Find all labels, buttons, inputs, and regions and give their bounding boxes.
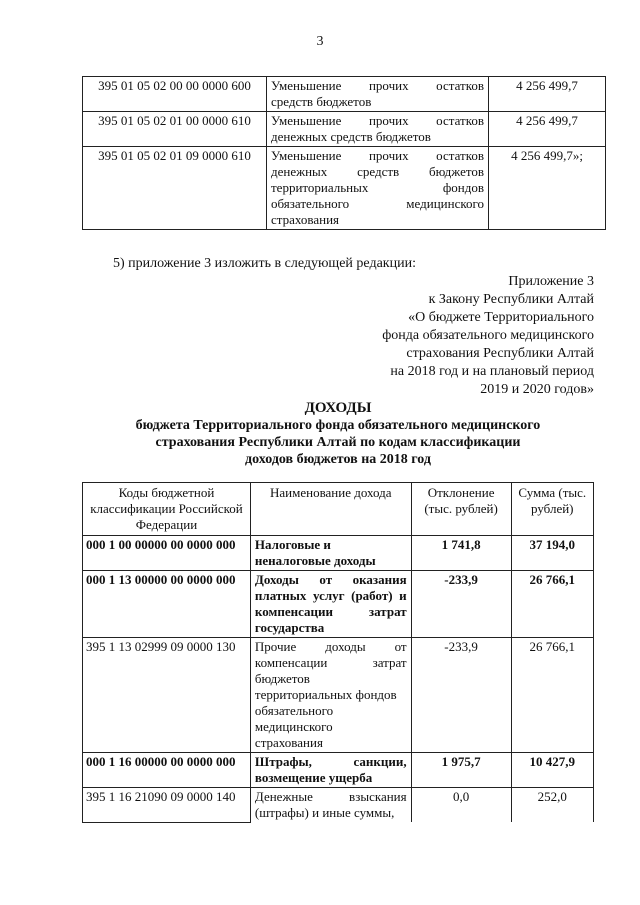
code-cell: 000 1 16 00000 00 0000 000 xyxy=(83,753,251,788)
name-cell xyxy=(250,788,411,823)
deviation-cell: -233,9 xyxy=(411,571,511,638)
name-line: (штрафы) и иные суммы, xyxy=(254,805,395,820)
page-number: 3 xyxy=(316,34,324,49)
header-code: Коды бюджетной классификации Российской Федерации xyxy=(83,483,251,536)
deviation-cell: -233,9 xyxy=(411,638,511,753)
name-line: Прочие доходы от xyxy=(254,639,407,654)
code-cell: 395 01 05 02 01 09 0000 610 xyxy=(83,147,267,230)
name-line: территориальных фондов xyxy=(254,687,397,702)
sum-cell: 252,0 xyxy=(511,788,593,823)
name-line: Налоговые и xyxy=(254,537,331,552)
appendix-line: к Закону Республики Алтай xyxy=(428,292,594,307)
appendix-line: «О бюджете Территориального xyxy=(408,310,594,325)
code-cell: 395 01 05 02 00 00 0000 600 xyxy=(83,77,267,112)
deviation-cell: 0,0 xyxy=(411,788,511,823)
code-cell: 395 01 05 02 01 00 0000 610 xyxy=(83,112,267,147)
table-row xyxy=(83,147,606,230)
name-line: государства xyxy=(254,620,325,635)
code-cell: 395 1 13 02999 09 0000 130 xyxy=(83,638,251,753)
income-table xyxy=(82,482,594,823)
name-cell xyxy=(250,536,411,571)
header-name: Наименование дохода xyxy=(250,483,411,536)
name-line: Денежные взыскания xyxy=(254,789,407,804)
list-item-5: 5) приложение 3 изложить в следующей редакции: xyxy=(113,256,416,271)
name-line: обязательного xyxy=(254,703,334,718)
amount-cell: 4 256 499,7 xyxy=(489,77,606,112)
deviation-cell: 1 741,8 xyxy=(411,536,511,571)
table-row xyxy=(83,536,594,571)
amount-cell: 4 256 499,7 xyxy=(489,112,606,147)
name-cell xyxy=(267,147,489,230)
name-cell xyxy=(267,112,489,147)
sources-table xyxy=(82,76,606,230)
name-cell xyxy=(267,77,489,112)
header-sum: Сумма (тыс. рублей) xyxy=(511,483,593,536)
name-line: обязательного медицинского xyxy=(271,196,484,211)
table-row xyxy=(83,112,606,147)
name-line: денежных средств бюджетов xyxy=(271,129,431,144)
amount-cell: 4 256 499,7»; xyxy=(489,147,606,230)
header-deviation: Отклонение (тыс. рублей) xyxy=(411,483,511,536)
name-line: Уменьшение прочих остатков xyxy=(271,78,484,93)
title-line: бюджета Территориального фонда обязательного медицинского xyxy=(135,418,541,433)
name-line: Доходы от оказания xyxy=(254,572,407,587)
name-line: компенсации затрат xyxy=(254,655,407,670)
table-row xyxy=(83,77,606,112)
name-line: Штрафы, санкции, xyxy=(254,754,407,769)
name-cell xyxy=(250,638,411,753)
name-line: возмещение ущерба xyxy=(254,770,373,785)
appendix-line: Приложение 3 xyxy=(508,274,594,289)
name-line: страхования xyxy=(271,212,340,227)
table-row xyxy=(83,638,594,753)
title-line: ДОХОДЫ xyxy=(304,400,372,416)
appendix-line: на 2018 год и на плановый период xyxy=(390,364,594,379)
sum-cell: 37 194,0 xyxy=(511,536,593,571)
name-line: страхования xyxy=(254,735,323,750)
table-row xyxy=(83,753,594,788)
title-line: страхования Республики Алтай по кодам классификации xyxy=(155,435,521,450)
appendix-line: 2019 и 2020 годов» xyxy=(480,382,594,397)
name-line: территориальных фондов xyxy=(271,180,484,195)
code-cell: 000 1 13 00000 00 0000 000 xyxy=(83,571,251,638)
sum-cell: 10 427,9 xyxy=(511,753,593,788)
name-line: Уменьшение прочих остатков xyxy=(271,148,484,163)
sum-cell: 26 766,1 xyxy=(511,571,593,638)
document-title xyxy=(82,400,594,468)
deviation-cell: 1 975,7 xyxy=(411,753,511,788)
name-line: медицинского xyxy=(254,719,333,734)
name-line: бюджетов xyxy=(254,671,310,686)
name-cell xyxy=(250,753,411,788)
code-cell: 000 1 00 00000 00 0000 000 xyxy=(83,536,251,571)
name-line: неналоговые доходы xyxy=(254,553,376,568)
table-row xyxy=(83,571,594,638)
name-line: Уменьшение прочих остатков xyxy=(271,113,484,128)
table-row xyxy=(83,788,594,823)
name-line: платных услуг (работ) и xyxy=(254,588,407,603)
name-line: денежных средств бюджетов xyxy=(271,164,484,179)
title-line: доходов бюджетов на 2018 год xyxy=(245,452,431,467)
appendix-heading xyxy=(382,273,594,399)
name-line: средств бюджетов xyxy=(271,94,372,109)
name-cell xyxy=(250,571,411,638)
table-header-row xyxy=(83,483,594,536)
name-line: компенсации затрат xyxy=(254,604,407,619)
sum-cell: 26 766,1 xyxy=(511,638,593,753)
code-cell: 395 1 16 21090 09 0000 140 xyxy=(83,788,251,823)
appendix-line: страхования Республики Алтай xyxy=(406,346,594,361)
appendix-line: фонда обязательного медицинского xyxy=(382,328,594,343)
